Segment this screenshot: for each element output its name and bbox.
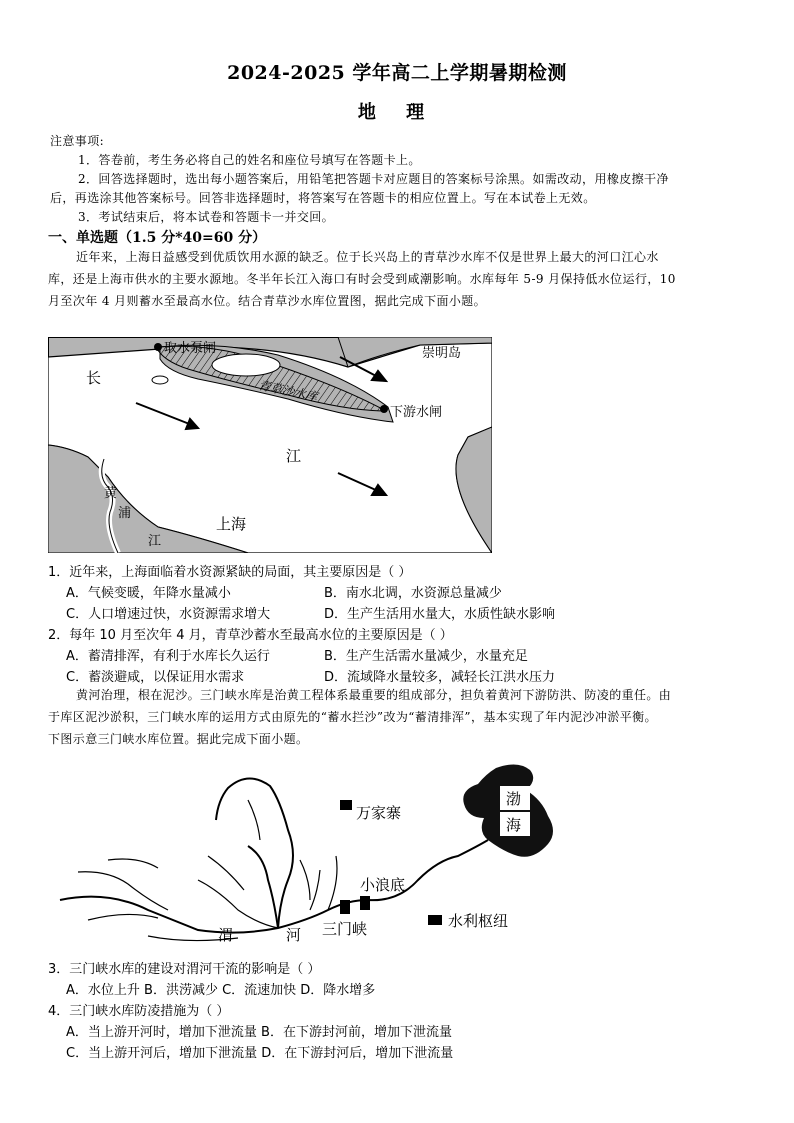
- jiang-label: 江: [286, 447, 302, 465]
- tributaries: [78, 800, 337, 941]
- q1-option-d: D．生产生活用水量大，水质性缺水影响: [324, 607, 556, 622]
- jiang2-label: 江: [148, 534, 162, 549]
- weihe-wei-label: 渭: [218, 926, 234, 944]
- xiaolangdi-dam: [360, 896, 370, 910]
- passage1-line-2: 库，还是上海市供水的主要水源地。冬半年长江入海口有时会受到咸潮影响。水库每年 5-9 月保持低水位运行，10: [48, 272, 676, 286]
- reservoir-label: 青草沙水库: [256, 377, 319, 405]
- huang-label: 黄: [104, 486, 118, 501]
- q3-stem: 3．三门峡水库的建设对渭河干流的影响是（ ）: [48, 962, 321, 977]
- exam-title: 2024-2025 学年高二上学期暑期检测: [227, 62, 567, 84]
- passage1-line-3: 月至次年 4 月则蓄水至最高水位。结合青草沙水库位置图，据此完成下面小题。: [48, 294, 487, 308]
- passage2-line-3: 下图示意三门峡水库位置。据此完成下面小题。: [48, 732, 309, 746]
- chongming-label: 崇明岛: [422, 346, 462, 361]
- notice-item-1: 1．答卷前，考生务必将自己的姓名和座位号填写在答题卡上。: [78, 153, 421, 167]
- xiaolangdi-label: 小浪底: [360, 876, 406, 894]
- q2-option-d: D．流域降水量较多，减轻长江洪水压力: [324, 670, 556, 685]
- wanjiazhai-dam: [340, 800, 352, 810]
- q1-option-c: C．人口增速过快，水资源需求增大: [66, 607, 271, 622]
- weihe-he-label: 河: [286, 926, 302, 944]
- yellow-river: [60, 778, 488, 932]
- bo-label: 渤: [506, 790, 522, 808]
- sanmenxia-label: 三门峡: [322, 920, 368, 938]
- hai-label: 海: [506, 816, 522, 834]
- wanjiazhai-label: 万家寨: [356, 804, 402, 822]
- legend-dam-icon: [428, 915, 442, 925]
- subject-title: 地 理: [357, 102, 437, 123]
- qingcaosha-map: [48, 337, 492, 553]
- q4-options-line1: A．当上游开河时，增加下泄流量 B．在下游封河前，增加下泄流量: [66, 1025, 452, 1040]
- q1-option-a: A．气候变暖，年降水量减小: [66, 586, 231, 601]
- small-island: [152, 376, 168, 384]
- section-heading: 一、单选题（1.5 分*40=60 分）: [48, 230, 267, 246]
- notice-item-3: 3．考试结束后，将本试卷和答题卡一并交回。: [78, 210, 335, 224]
- q3-options: A．水位上升 B．洪涝减少 C．流速加快 D．降水增多: [66, 983, 376, 998]
- bohai-sea: [463, 764, 553, 856]
- q2-option-b: B．生产生活需水量减少，水量充足: [324, 649, 528, 664]
- notice-heading: 注意事项:: [50, 134, 105, 148]
- downstream-gate-label: 下游水闸: [390, 405, 443, 420]
- q2-option-a: A．蓄清排浑，有利于水库长久运行: [66, 649, 270, 664]
- passage1-line-1: 近年来，上海日益感受到优质饮用水源的缺乏。位于长兴岛上的青草沙水库不仅是世界上最大的河口江心水: [76, 250, 659, 264]
- q1-stem: 1．近年来，上海面临着水资源紧缺的局面，其主要原因是（ ）: [48, 565, 412, 580]
- sanmenxia-dam: [340, 900, 350, 914]
- pu-label: 浦: [118, 506, 132, 521]
- q2-stem: 2．每年 10 月至次年 4 月，青草沙蓄水至最高水位的主要原因是（ ）: [48, 628, 453, 643]
- shanghai-label: 上海: [216, 515, 247, 533]
- legend-label: 水利枢纽: [448, 912, 509, 930]
- intake-gate-marker: [154, 343, 162, 351]
- downstream-gate-marker: [380, 405, 388, 413]
- q4-options-line2: C．当上游开河后，增加下泄流量 D．在下游封河后，增加下泄流量: [66, 1046, 454, 1061]
- chang-label: 长: [86, 369, 102, 387]
- notice-item-2-cont: 后，再选涂其他答案标号。回答非选择题时，将答案写在答题卡的相应位置上。写在本试卷上无效。: [50, 191, 596, 205]
- q2-option-c: C．蓄淡避咸，以保证用水需求: [66, 670, 245, 685]
- passage2-line-2: 于库区泥沙淤积，三门峡水库的运用方式由原先的“蓄水拦沙”改为“蓄清排浑”，基本实现了年内泥沙冲淤平衡。: [48, 710, 657, 724]
- intake-gate-label: 取水泵闸: [164, 341, 217, 356]
- passage2-line-1: 黄河治理，根在泥沙。三门峡水库是治黄工程体系最重要的组成部分，担负着黄河下游防洪、防凌的重任。由: [76, 688, 672, 702]
- sanmenxia-map: [48, 760, 588, 950]
- notice-item-2: 2．回答选择题时，选出每小题答案后，用铅笔把答题卡对应题目的答案标号涂黑。如需改动，用橡皮擦干净: [78, 172, 669, 186]
- q4-stem: 4．三门峡水库防凌措施为（ ）: [48, 1004, 230, 1019]
- reservoir-lobe: [212, 354, 280, 376]
- q1-option-b: B．南水北调，水资源总量减少: [324, 586, 502, 601]
